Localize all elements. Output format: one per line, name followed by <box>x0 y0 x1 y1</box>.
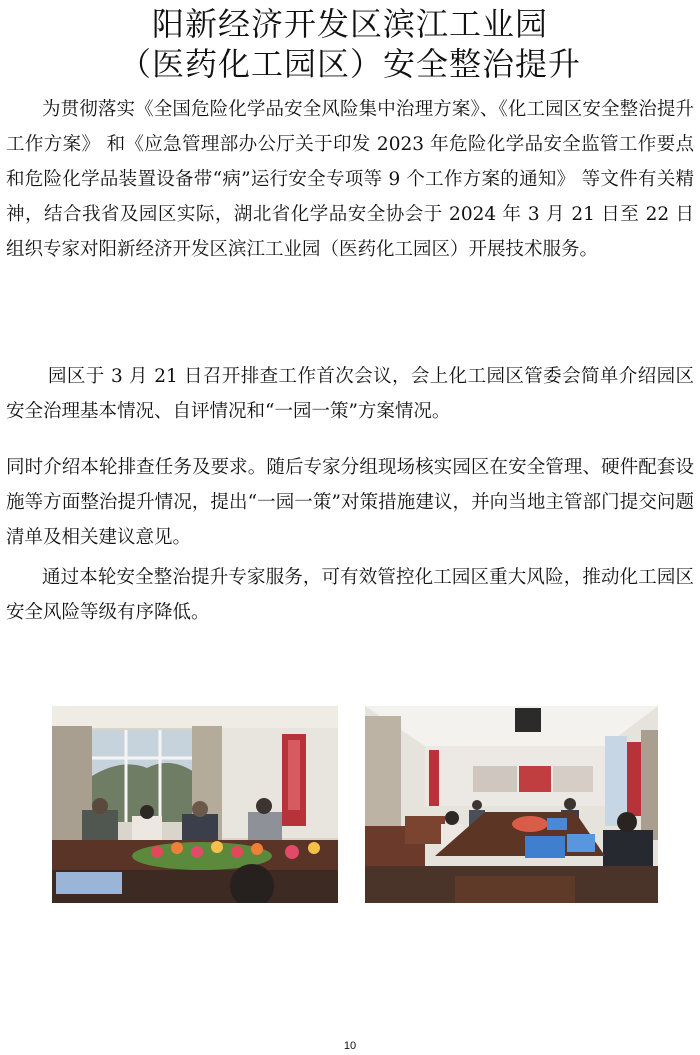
meeting-photo-right <box>365 706 658 903</box>
document-title-line-1: 阳新经济开发区滨江工业园 <box>151 5 548 43</box>
document-title-line-2: （医药化工园区）安全整治提升 <box>118 45 581 83</box>
paragraph-meeting: 园区于 3 月 21 日召开排查工作首次会议，会上化工园区管委会简单介绍园区安全治理基本情况、自评情况和“一园一策”方案情况。 <box>6 366 694 422</box>
paragraph-conclusion: 通过本轮安全整治提升专家服务，可有效管控化工园区重大风险，推动化工园区安全风险等级有序降低。 <box>6 567 694 623</box>
page-number: 10 <box>343 1040 357 1052</box>
meeting-photo-left <box>52 706 338 903</box>
paragraph-intro: 为贯彻落实《全国危险化学品安全风险集中治理方案》、《化工园区安全整治提升工作方案》 和《应急管理部办公厅关于印发 2023 年危险化学品安全监管工作要点和危险化学品装置设备带“病”运行安全专项等 9 个工作方案的通知》 等文件有关精神，结合我省及园区实际，湖北省化学品安全协会于 2024 年 3 月 21 日至 22 日组织专家对阳新经济开发区滨江工业园（医药化工园区）开展技术服务。 <box>6 99 694 260</box>
paragraph-inspection: 同时介绍本轮排查任务及要求。随后专家分组现场核实园区在安全管理、硬件配套设施等方面整治提升情况，提出“一园一策”对策措施建议，并向当地主管部门提交问题清单及相关建议意见。 <box>6 457 694 548</box>
